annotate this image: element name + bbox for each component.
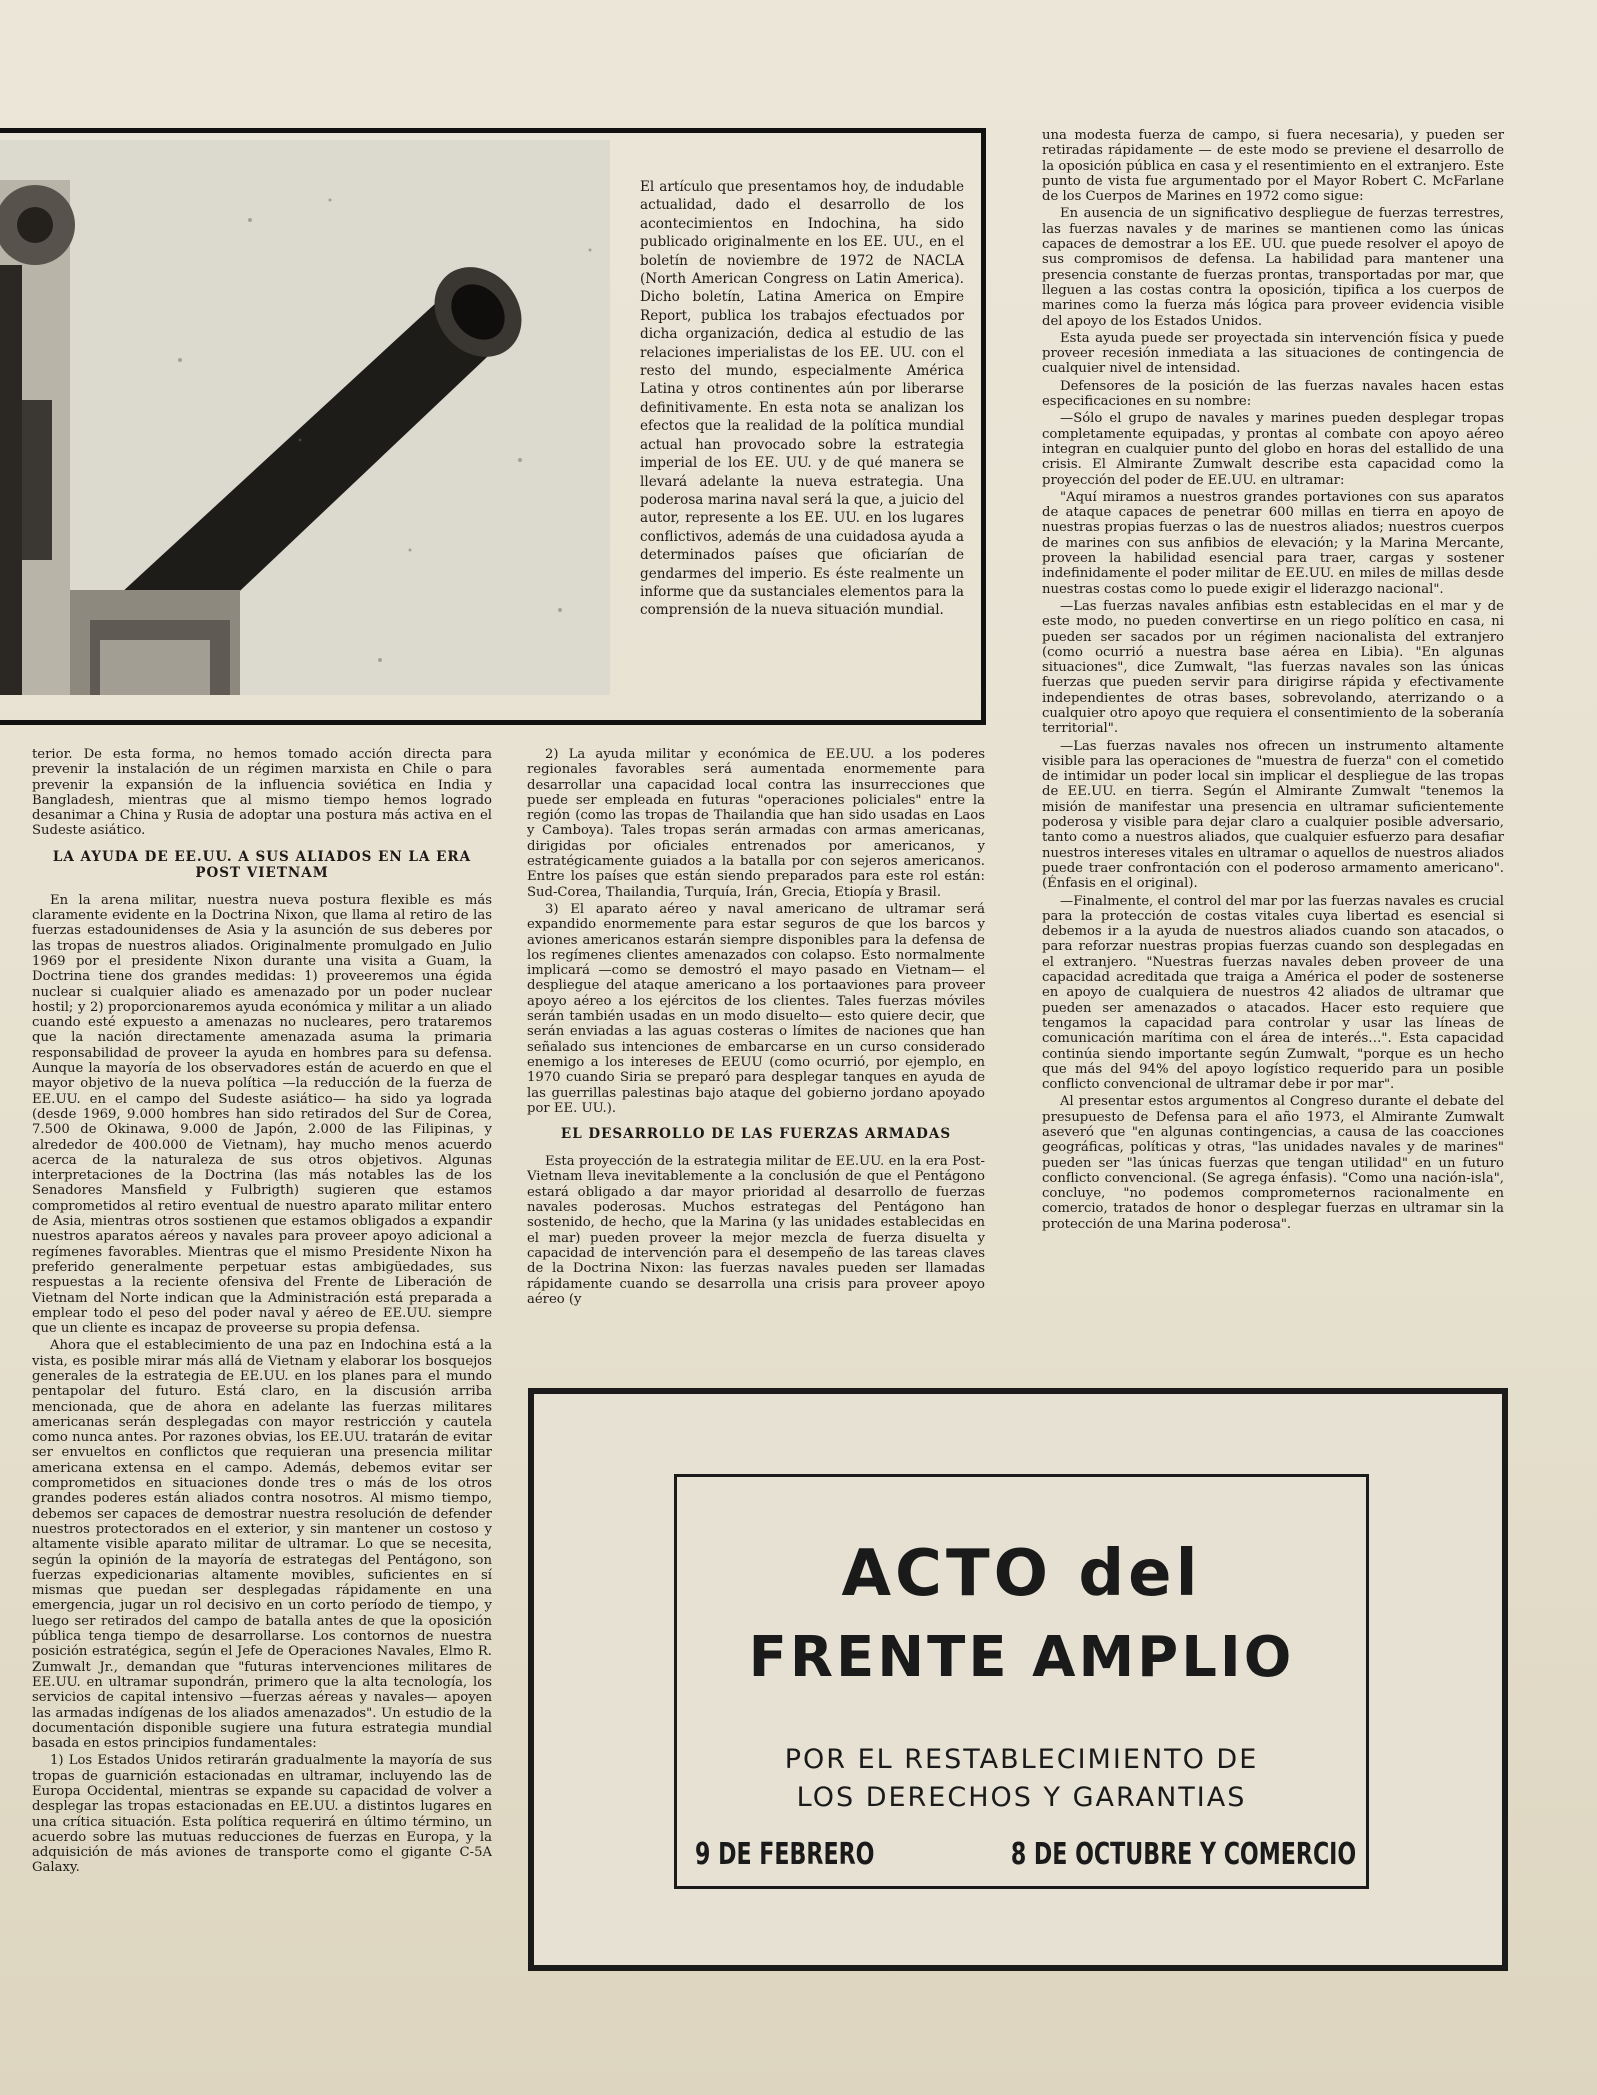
paragraph: terior. De esta forma, no hemos tomado acción directa para prevenir la instalación de un régimen marxista en Chile o para prevenir la expansión de la influencia soviética en India y Bangladesh, mientras que al mismo tiempo hemos logrado desanimar a China y Rusia de adoptar una postura más activa en el Sudeste asiático. [32,747,492,839]
paragraph: Al presentar estos argumentos al Congreso durante el debate del presupuesto de Defensa para el año 1973, el Almirante Zumwalt aseveró que "en algunas contingencias, a causa de las coacciones geográficas, políticas y otras, "las unidades navales y de marines" pueden ser "las únicas fuerzas que tengan utilidad" en un futuro conflicto convencional. (Se agrega énfasis). "Como una nación-isla", concluye, "no podemos comprometernos racionalmente en comercio, tratados de honor o desplegar fuerzas en ultramar sin la protección de una Marina poderosa". [1042,1094,1504,1232]
section-heading-ayuda: LA AYUDA DE EE.UU. A SUS ALIADOS EN LA ERA POST VIETNAM [52,848,472,881]
paragraph: una modesta fuerza de campo, si fuera necesaria), y pueden ser retiradas rápidamente — de este modo se previene el desarrollo de la oposición pública en casa y el resentimiento en el extranjero. Este punto de vista fue argumentado por el Mayor Robert C. McFarlane de los Cuerpos de Marines en 1972 como sigue: [1042,128,1504,205]
paragraph: —Finalmente, el control del mar por las fuerzas navales es crucial para la protección de costas vitales cuya libertad es esencial si debemos ir a la ayuda de nuestros aliados cuando son atacados, o para reforzar nuestras propias fuerzas cuando son desplegadas en el extranjero. "Nuestras fuerzas navales deben proveer de una capacidad acreditada que traiga a América el poder de sostenerse en apoyo de cualquiera de nuestros 42 aliados de ultramar que pueden ser amenazados o atacados. Hacer esto requiere que tengamos la capacidad para controlar y usar las líneas de comunicación marítima con el área de interés…". Esta capacidad continúa siendo importante según Zumwalt, "porque es un hecho que más del 94% del apoyo logístico requerido para un posible conflicto convencional de ultramar debe ir por mar". [1042,893,1504,1093]
paragraph: —Sólo el grupo de navales y marines pueden desplegar tropas completamente equipadas, y prontas al combate con apoyo aéreo integran en cualquier punto del globo en horas del estallido de una crisis. El Almirante Zumwalt describe esta capacidad como la proyección del poder de EE.UU. en ultramar: [1042,411,1504,488]
quote-paragraph: En ausencia de un significativo despliegue de fuerzas terrestres, las fuerzas navales y de marines se mantienen como las únicas capaces de demostrar a los EE. UU. que puede resolver el apoyo de sus compromisos de defensa. La habilidad para mantener una presencia constante de fuerzas prontas, transportadas por mar, que lleguen a las costas contra la oposición, tipifica a los cuerpos de marines como la fuerza más lógica para proveer evidencia visible del apoyo de los Estados Unidos. [1042,206,1504,329]
ad-location-right: 8 DE OCTUBRE Y COMERCIO [1010,1837,1356,1872]
ad-subtitle-line-1: POR EL RESTABLECIMIENTO DE [784,1744,1259,1775]
ad-location-left: 9 DE FEBRERO [695,1837,875,1872]
section-heading-desarrollo: EL DESARROLLO DE LAS FUERZAS ARMADAS [560,1126,952,1143]
ad-subtitle-line-2: LOS DERECHOS Y GARANTIAS [796,1782,1247,1813]
paragraph: 1) Los Estados Unidos retirarán gradualmente la mayoría de sus tropas de guarnición estacionadas en ultramar, incluyendo las de Europa Occidental, mientras se expande su capacidad de volver a desplegar las tropas estacionadas en EE.UU. a distintos lugares en una crítica situación. Esta política requerirá en último término, un acuerdo sobre las mutuas reducciones de fuerzas en Europa, y la adquisición de más aviones de transporte como el gigante C-5A Galaxy. [32,1753,492,1876]
frame-right-rule [981,128,986,725]
ad-inner-frame [674,1474,1369,1889]
paragraph: Defensores de la posición de las fuerzas navales hacen estas especificaciones en su nombre: [1042,378,1504,410]
paragraph: Ahora que el establecimiento de una paz en Indochina está a la vista, es posible mirar más allá de Vietnam y elaborar los bosquejos generales de la estrategia de EE.UU. en los planes para el mundo pentapolar del futuro. Está claro, en la discusión arriba mencionada, que de ahora en adelante las fuerzas militares americanas serán desplegadas con mayor restricción y cautela como nunca antes. Por razones obvias, los EE.UU. tratarán de evitar ser envueltos en conflictos que requieran una presencia militar americana extensa en el campo. Además, debemos evitar ser comprometidos en situaciones donde tres o más de los otros grandes poderes están aliados contra nosotros. Al mismo tiempo, debemos ser capaces de demostrar nuestra resolución de defender nuestros protectorados en el exterior, y sin mantener un costoso y altamente visible aparato militar de ultramar. Lo que se necesita, según la opinión de la mayoría de estrategas del Pentágono, son fuerzas expedicionarias altamente movibles, suficientes en sí mismas que puedan ser desplegadas rápidamente en una emergencia, jugar un rol decisivo en un corto período de tiempo, y luego ser retirados del campo de batalla antes de que la oposición pública tenga tiempo de desarrollarse. Los contornos de nuestra posición estratégica, según el Jefe de Operaciones Navales, Elmo R. Zumwalt Jr., demandan que "futuras intervenciones militares de EE.UU. en ultramar supondrán, primero que la alta tecnología, los servicios de capital intensivo —fuerzas aéreas y navales— apoyen las armadas indígenas de los aliados amenazados". Un estudio de la documentación disponible sugiere una futura estrategia mundial basada en estos principios fundamentales: [32,1338,492,1752]
paragraph: Esta ayuda puede ser proyectada sin intervención física y puede proveer recesión inmediata a las situaciones de contingencia de cualquier nivel de intensidad. [1042,330,1504,377]
paragraph: En la arena militar, nuestra nueva postura flexible es más claramente evidente en la Doctrina Nixon, que llama al retiro de las fuerzas estadounidenses de Asia y la asunción de sus deberes por las tropas de nuestros aliados. Originalmente promulgado en Julio 1969 por el presidente Nixon durante una visita a Guam, la Doctrina tiene dos grandes medidas: 1) proveeremos una égida nuclear si cualquier aliado es amenazado por un poder nuclear hostil; y 2) proporcionaremos ayuda económica y militar a un aliado cuando esté expuesto a amenazas no nucleares, pero trataremos que la nación directamente amenazada asuma la primaria responsabilidad de proveer la ayuda en hombres para su defensa. Aunque la mayoría de los observadores están de acuerdo en que el mayor objetivo de la nueva política —la reducción de la fuerza de EE.UU. en el campo del Sudeste asiático— ha sido ya lograda (desde 1969, 9.000 hombres han sido retirados del Sur de Corea, 7.500 de Okinawa, 9.000 de Japón, 2.000 de las Filipinas, y alrededor de 400.000 de Vietnam), hay mucho menos acuerdo acerca de la naturaleza de sus otros objetivos. Algunas interpretaciones de la Doctrina (las más notables las de los Senadores Mansfield y Fulbrigth) sugieren que estamos comprometidos al retiro eventual de nuestro aparato militar entero de Asia, mientras otros sostienen que estamos obligados a expandir nuestros aparatos aéreos y navales para proveer apoyo adicional a regímenes favorables. Mientras que el mismo Presidente Nixon ha preferido generalmente perpetuar estas ambigüedades, sus respuestas a la reciente ofensiva del Frente de Liberación de Vietnam del Norte indican que la Administración está preparada a emplear todo el peso del poder naval y aéreo de EE.UU. siempre que un cliente es incapaz de proveerse su propia defensa. [32,892,492,1337]
paragraph: 2) La ayuda militar y económica de EE.UU. a los poderes regionales favorables será aumentada enormemente para desarrollar una capacidad local contra las insurrecciones que puede ser empleada en futuras "operaciones policiales" entre la región (como las tropas de Thailandia que han sido usadas en Laos y Camboya). Tales tropas serán armadas con armas americanas, dirigidas por oficiales entrenados por americanos, y estratégicamente guiados a la batalla por con sejeros americanos. Entre los países que están siendo preparados para este rol están: Sud-Corea, Thailandia, Turquía, Irán, Grecia, Etiopía y Brasil. [527,747,985,900]
warship-gun-photo [0,140,610,695]
frame-bottom-rule [0,720,986,725]
ad-title-acto: ACTO del [841,1537,1202,1611]
article-column-1 [32,747,492,2077]
frame-top-rule [0,128,986,133]
paragraph: Esta proyección de la estrategia militar de EE.UU. en la era Post-Vietnam lleva inevitablemente a la conclusión de que el Pentágono estará obligado a dar mayor prioridad al desarrollo de fuerzas navales poderosas. Muchos estrategas del Pentágono han sostenido, de hecho, que la Marina (y las unidades establecidas en el mar) pueden proveer la mejor mezcla de fuerza disuelta y capacidad de intervención para el desempeño de las tareas claves de la Doctrina Nixon: las fuerzas navales pueden ser llamadas rápidamente cuando se desarrolla una crisis para proveer apoyo aéreo (y [527,1154,985,1307]
ad-title-frente-amplio: FRENTE AMPLIO [748,1625,1295,1690]
paragraph: 3) El aparato aéreo y naval americano de ultramar será expandido enormemente para estar seguros de que los barcos y aviones americanos estarán siempre disponibles para la defensa de los regímenes clientes amenazados con colapso. Esto normalmente implicará —como se demostró el mayo pasado en Vietnam— el despliegue del ataque americano a los portaaviones para proveer apoyo aéreo a los ejércitos de los clientes. Tales fuerzas móviles serán también usadas en un modo disuelto— esto quiere decir, que serán enviadas a las aguas costeras o límites de naciones que han señalado sus intenciones de embarcarse en un curso considerado enemigo a los intereses de EEUU (como ocurrió, por ejemplo, en 1970 cuando Siria se preparó para desplegar tanques en ayuda de las guerrillas palestinas bajo ataque del gobierno jordano apoyado por EE. UU.). [527,901,985,1116]
quote-paragraph: "Aquí miramos a nuestros grandes portaviones con sus aparatos de ataque capaces de penetrar 600 millas en tierra en apoyo de nuestras propias fuerzas o las de nuestros aliados; nuestros cuerpos de marines con sus anfibios de elevación; y la Marina Mercante, proveen la habilidad esencial para traer, cargas y sostener indefinidamente el poder militar de EE.UU. en miles de millas desde nuestras costas como lo puede exigir el liderazgo nacional". [1042,489,1504,597]
paragraph: —Las fuerzas navales nos ofrecen un instrumento altamente visible para las operaciones de "muestra de fuerza" con el cometido de intimidar un poder local sin implicar el despliegue de las tropas de EE.UU. en tierra. Según el Almirante Zumwalt "tenemos la misión de manifestar una presencia en ultramar suficientemente poderosa y visible para dejar claro a cualquier posible adversario, tanto como a nuestros aliados, que cualquier esfuerzo para desafiar nuestros intereses vitales en ultramar o aquellos de nuestros aliados puede traer confrontación con el poderoso armamento americano". (Énfasis en el original). [1042,738,1504,892]
intro-paragraph: El artículo que presentamos hoy, de indudable actualidad, dado el desarrollo de los acontecimientos en Indochina, ha sido publicado originalmente en los EE. UU., en el boletín de noviembre de 1972 de NACLA (North American Congress on Latin America). Dicho boletín, Latina America on Empire Report, publica los trabajos efectuados por dicha organización, dedica al estudio de las relaciones imperialistas de los EE. UU. con el resto del mundo, especialmente América Latina y otros continentes aún por liberarse definitivamente. En esta nota se analizan los efectos que la realidad de la política mundial actual han provocado sobre la estrategia imperial de los EE. UU. y de qué manera se llevará adelante la nueva estrategia. Una poderosa marina naval será la que, a juicio del autor, represente a los EE. UU. en los lugares conflictivos, además de una cuidadosa ayuda a determinados países que oficiarían de gendarmes del imperio. Es éste realmente un informe que da sustanciales elementos para la comprensión de la nueva situación mundial. [640,179,964,619]
article-column-3 [1042,128,1504,1358]
gun-barrel-illustration [0,140,610,695]
paragraph: —Las fuerzas navales anfibias estn establecidas en el mar y de este modo, no pueden convertirse en un riego político en casa, ni pueden ser sacados por un régimen nacionalista del extranjero (como ocurrió a nuestra base aérea en Libia). "En algunas situaciones", dice Zumwalt, "las fuerzas navales son las únicas fuerzas que pueden servir para dirigirse rápida y efectivamente independientes de otras bases, sobrevolando, aterrizando o a cualquier otro apoyo que requiera el consentimiento de la soberanía territorial". [1042,598,1504,737]
ad-subtitle [677,1741,1366,1817]
article-column-2 [527,747,985,1367]
frente-amplio-advertisement [528,1388,1508,1971]
